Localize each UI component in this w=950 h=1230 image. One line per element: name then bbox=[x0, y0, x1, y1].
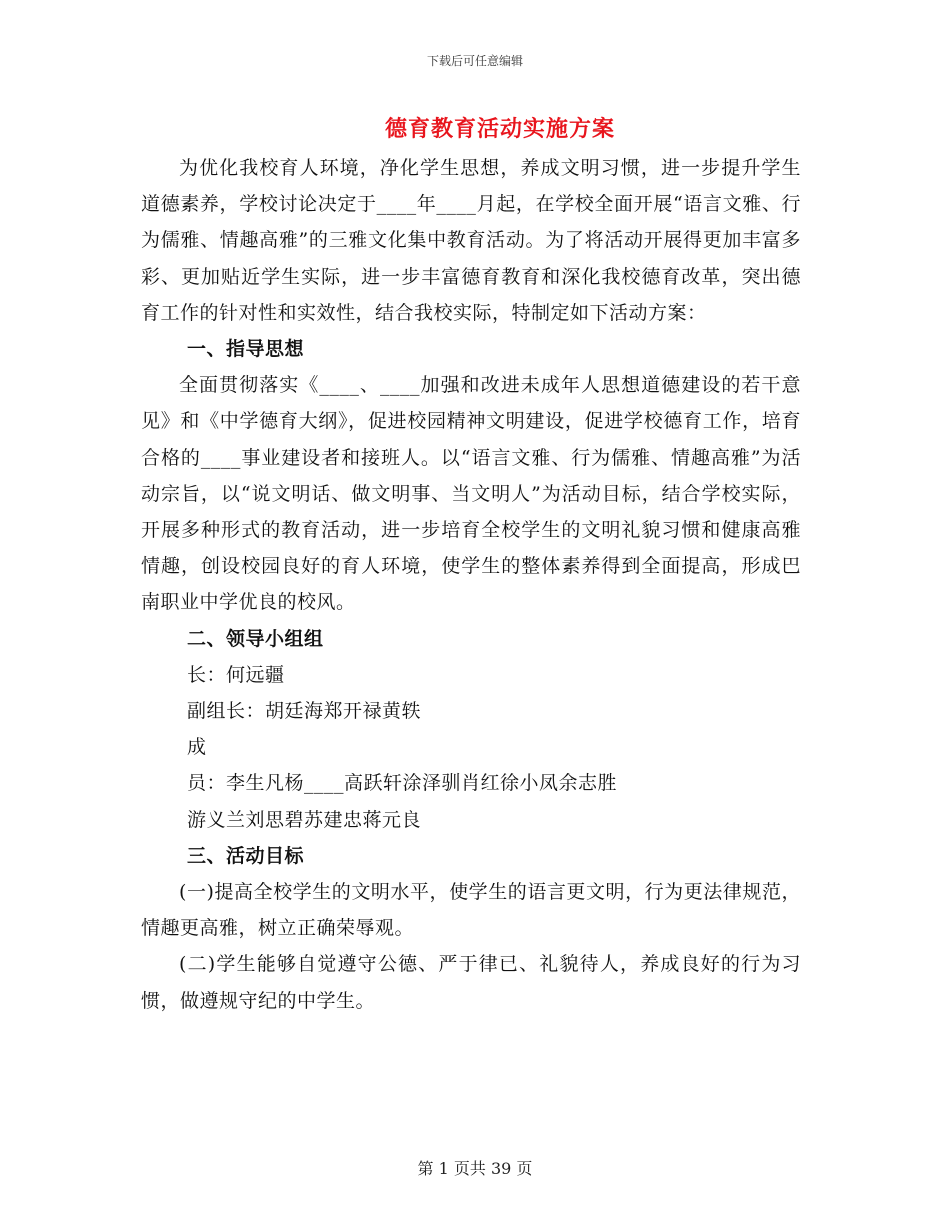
goal-2-paragraph: (二)学生能够自觉遵守公德、严于律已、礼貌待人，养成良好的行为习惯，做遵规守纪的中学生。 bbox=[141, 953, 801, 1012]
document-title: 德育教育活动实施方案 bbox=[384, 116, 615, 142]
section-heading-activity-goals: 三、活动目标 bbox=[187, 844, 305, 867]
members-line-2: 游义兰刘思碧苏建忠蒋元良 bbox=[187, 808, 422, 831]
goal-1-paragraph: (一)提高全校学生的文明水平，使学生的语言更文明，行为更法律规范，情趣更高雅，树立正确荣辱观。 bbox=[141, 881, 801, 940]
section-heading-leadership-group: 二、领导小组组 bbox=[187, 627, 324, 650]
guiding-ideology-paragraph: 全面贯彻落实《____、____加强和改进未成年人思想道德建设的若干意见》和《中学德育大纲》，促进校园精神文明建设，促进学校德育工作，培育合格的____事业建设者和接班人。以“语言文雅、行为儒雅、情趣高雅”为活动宗旨，以“说文明话、做文明事、当文明人”为活动目标，结合学校实际，开展多种形式的教育活动，进一步培育全校学生的文明礼貌习惯和健康高雅情趣，创设校园良好的育人环境，使学生的整体素养得到全面提高，形成巴南职业中学优良的校风。 bbox=[141, 374, 801, 614]
members-label-line: 成 bbox=[187, 736, 207, 759]
deputy-leader-line: 副组长：胡廷海郑开禄黄轶 bbox=[187, 700, 422, 723]
header-note: 下载后可任意编辑 bbox=[426, 54, 523, 68]
page-footer: 第 1 页共 39 页 bbox=[417, 1159, 533, 1178]
group-leader-line: 长：何远疆 bbox=[187, 663, 285, 686]
intro-paragraph: 为优化我校育人环境，净化学生思想，养成文明习惯，进一步提升学生道德素养，学校讨论决定于____年____月起，在学校全面开展“语言文雅、行为儒雅、情趣高雅”的三雅文化集中教育活动。为了将活动开展得更加丰富多彩、更加贴近学生实际，进一步丰富德育教育和深化我校德育改革，突出德育工作的针对性和实效性，结合我校实际，特制定如下活动方案： bbox=[141, 157, 801, 324]
members-line-1: 员：李生凡杨____高跃轩涂泽驯肖红徐小凤余志胜 bbox=[187, 772, 618, 795]
document-body bbox=[141, 150, 801, 1019]
section-heading-guiding-ideology: 一、指导思想 bbox=[187, 338, 305, 361]
